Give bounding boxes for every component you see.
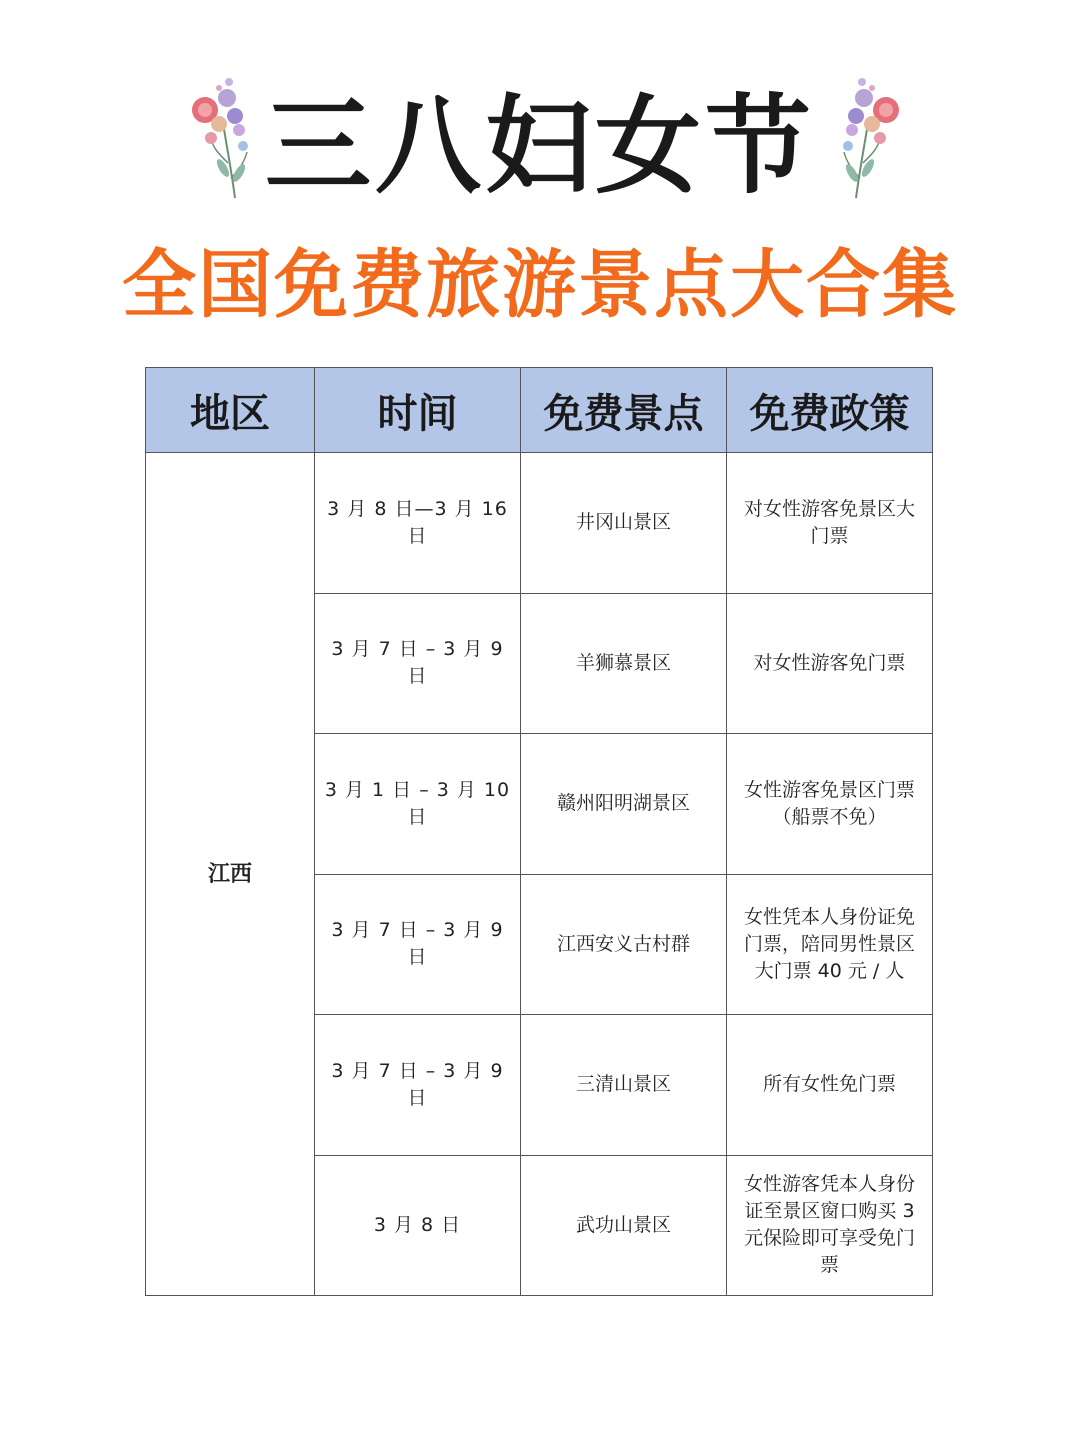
policy-cell: 对女性游客免门票 bbox=[727, 593, 933, 734]
policy-cell: 女性游客凭本人身份证至景区窗口购买 3 元保险即可享受免门票 bbox=[727, 1155, 933, 1296]
page-title: 三八妇女节 bbox=[265, 83, 815, 208]
policy-cell: 女性游客免景区门票（船票不免） bbox=[727, 734, 933, 875]
site-cell: 武功山景区 bbox=[521, 1155, 727, 1296]
time-cell: 3 月 7 日 – 3 月 9 日 bbox=[315, 593, 521, 734]
title-banner bbox=[0, 68, 1080, 208]
table-header-row bbox=[146, 368, 933, 453]
site-cell: 井冈山景区 bbox=[521, 453, 727, 594]
time-cell: 3 月 7 日 – 3 月 9 日 bbox=[315, 1015, 521, 1156]
region-cell: 江西 bbox=[146, 453, 315, 1296]
column-header-site: 免费景点 bbox=[521, 368, 727, 453]
site-cell: 江西安义古村群 bbox=[521, 874, 727, 1015]
free-attractions-table bbox=[145, 367, 933, 1296]
time-cell: 3 月 8 日—3 月 16 日 bbox=[315, 453, 521, 594]
time-cell: 3 月 7 日 – 3 月 9 日 bbox=[315, 874, 521, 1015]
column-header-policy: 免费政策 bbox=[727, 368, 933, 453]
page-subtitle: 全国免费旅游景点大合集 bbox=[122, 242, 958, 328]
site-cell: 三清山景区 bbox=[521, 1015, 727, 1156]
table-row bbox=[146, 453, 933, 594]
column-header-time: 时间 bbox=[315, 368, 521, 453]
flower-bouquet-icon bbox=[828, 68, 908, 203]
policy-cell: 对女性游客免景区大门票 bbox=[727, 453, 933, 594]
site-cell: 羊狮慕景区 bbox=[521, 593, 727, 734]
policy-cell: 所有女性免门票 bbox=[727, 1015, 933, 1156]
time-cell: 3 月 8 日 bbox=[315, 1155, 521, 1296]
site-cell: 赣州阳明湖景区 bbox=[521, 734, 727, 875]
column-header-region: 地区 bbox=[146, 368, 315, 453]
time-cell: 3 月 1 日 – 3 月 10 日 bbox=[315, 734, 521, 875]
policy-cell: 女性凭本人身份证免门票，陪同男性景区大门票 40 元 / 人 bbox=[727, 874, 933, 1015]
